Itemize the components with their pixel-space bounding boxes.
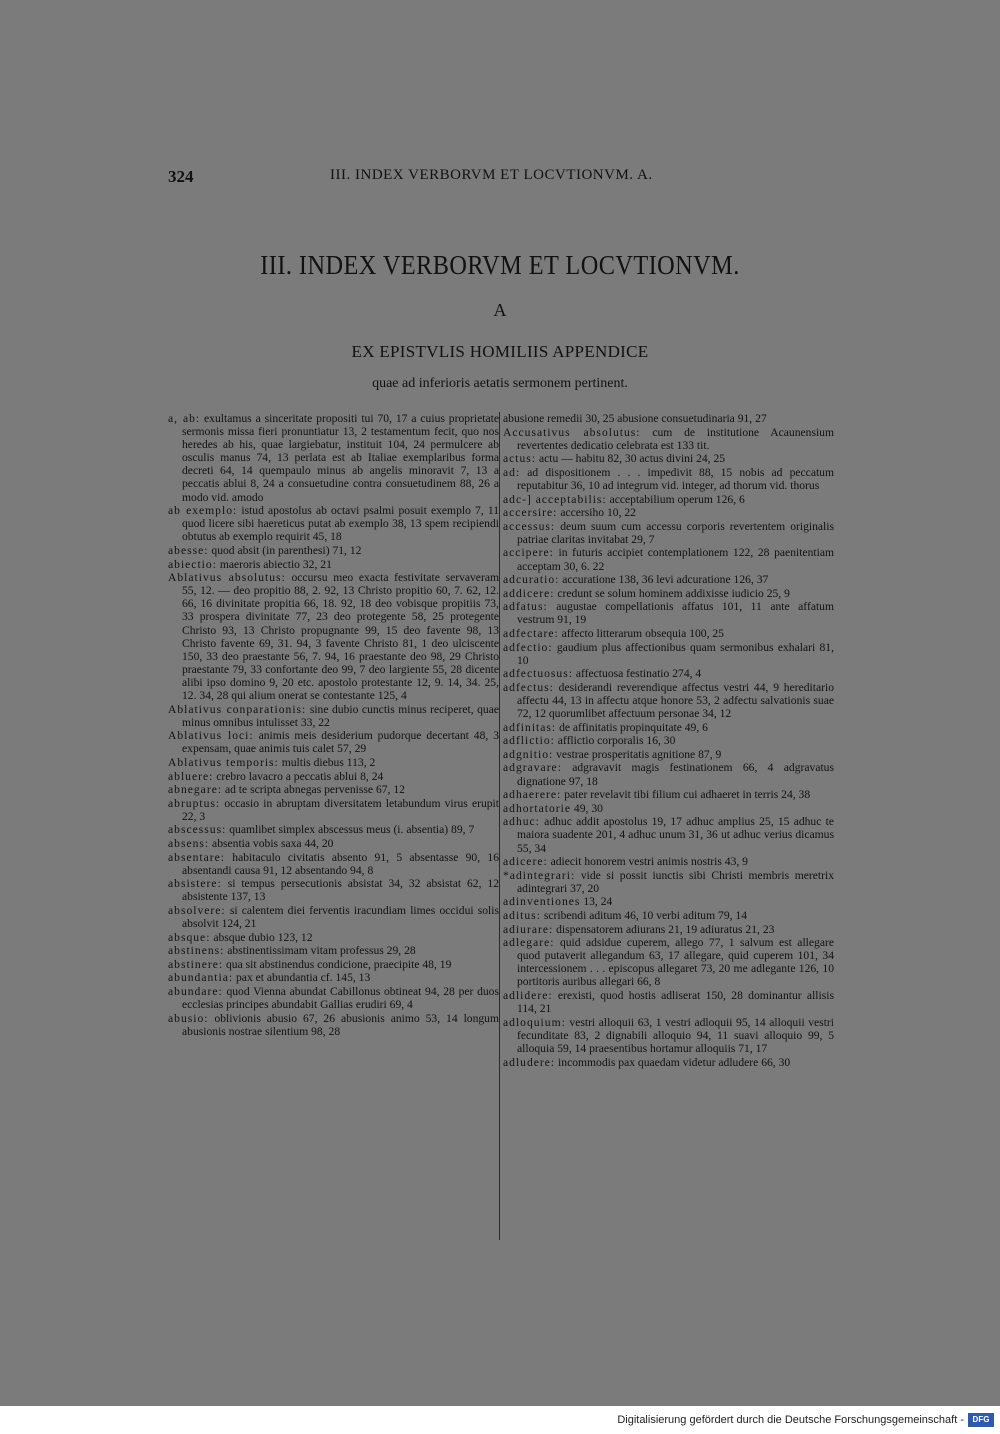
index-entry — [503, 895, 834, 908]
entry-lemma: addicere: — [503, 586, 555, 600]
index-column-left — [168, 412, 499, 1252]
index-entry — [168, 985, 499, 1011]
entry-lemma: adhaerere: — [503, 788, 562, 802]
entry-lemma: adcuratio: — [503, 573, 560, 587]
entry-text: afflictio corporalis 16, 30 — [557, 734, 676, 748]
entry-text: quod Vienna abundat Cabillonus obtineat 94, 28 per duos ecclesias principes abundabit Gallias erudiri 69, 4 — [182, 985, 499, 1012]
index-entry — [168, 877, 499, 903]
entry-lemma: abruptus: — [168, 796, 221, 810]
index-entry — [168, 571, 499, 702]
entry-lemma: abusio: — [168, 1011, 209, 1025]
entry-text: vestrae prosperitatis agnitione 87, 9 — [556, 747, 722, 761]
entry-text: in futuris accipiet contemplationem 122, 28 paenitentiam acceptam 30, 6. 22 — [517, 546, 834, 573]
entry-lemma: abesse: — [168, 543, 209, 557]
index-entry — [168, 797, 499, 823]
index-entry — [168, 412, 499, 504]
index-entry — [168, 703, 499, 729]
entry-lemma: abundare: — [168, 985, 223, 999]
index-column-right — [503, 412, 834, 1252]
index-entry — [168, 756, 499, 769]
entry-text: animis meis desiderium pudorque decertant 48, 3 expensam, quae animis tuis calet 57, 29 — [182, 729, 499, 756]
index-entry — [503, 815, 834, 854]
index-entry — [503, 426, 834, 452]
index-entry — [503, 573, 834, 586]
entry-text: abstinentissimam vitam professus 29, 28 — [227, 944, 416, 958]
index-entry — [503, 909, 834, 922]
page-title: III. INDEX VERBORVM ET LOCVTIONVM. — [260, 250, 740, 280]
index-entry — [503, 627, 834, 640]
running-head — [168, 167, 828, 189]
index-entry — [503, 600, 834, 626]
entry-text: gaudium plus affectionibus quam sermonibus exhalari 81, 10 — [517, 640, 834, 667]
digitization-footer — [0, 1406, 1000, 1434]
entry-lemma: adgnitio: — [503, 747, 554, 761]
entry-text: augustae compellationis affatus 101, 11 ante affatum vestrum 91, 19 — [517, 600, 834, 627]
entry-lemma: ab exemplo: — [168, 504, 238, 518]
entry-lemma: adc-] acceptabilis: — [503, 492, 607, 506]
entry-lemma: Accusativus absolutus: — [503, 425, 641, 439]
entry-text: oblivionis abusio 67, 26 abusionis animo 53, 14 longum abusionis nostrae silentium 98, 28 — [182, 1011, 499, 1038]
entry-text: desiderandi reverendique affectus vestri 44, 9 hereditario affectu 44, 13 in affectu atque honore 53, 2 adfectu salvationis suae 72, 12 quorumlibet affectuum personae 34, 12 — [517, 680, 834, 721]
entry-text: quod absit (in parenthesi) 71, 12 — [211, 543, 362, 557]
entry-lemma: abnegare: — [168, 783, 223, 797]
entry-text: de affinitatis propinquitate 49, 6 — [559, 720, 708, 734]
entry-lemma: Ablativus absolutus: — [168, 571, 286, 585]
index-entry — [168, 851, 499, 877]
index-entry — [503, 641, 834, 667]
entry-text: ad te scripta abnegas pervenisse 67, 12 — [224, 783, 405, 797]
entry-text: occursu meo exacta festivitate servaveram 55, 12. — deo propitio 88, 2. 92, 13 Christo propitio 60, 7. 62, 12. 66, 16 divinitate propitia 66, 18. 92, 18 deo vobisque propitiis 73, 33 prospera divinitate 77, 23 deo protegente 58, 25 protegente Christo 93, 13 Christo propugnante 99, 15 deo favente 98, 13 Christo favente 69, 31. 94, 3 favente Christo 81, 1 deo ulciscente 150, 33 deo praestante 56, 7. 94, 16 praestante deo 98, 29 Christo praestante 79, 33 confortante deo 99, 7 deo largiente 55, 28 dicente alibi ipso domino 9, 20 etc. apostolo protestante 12, 9. 14, 34. 25, 12. 34, 28 qui alium onerat se contestante 125, 4 — [182, 571, 499, 702]
index-entry — [503, 412, 834, 425]
entry-text: pater revelavit tibi filium cui adhaeret in terris 24, 38 — [564, 788, 811, 802]
index-entry — [503, 452, 834, 465]
footer-text: Digitalisierung gefördert durch die Deutsche Forschungsgemeinschaft - — [617, 1414, 964, 1426]
index-entry — [168, 904, 499, 930]
entry-lemma: abstinere: — [168, 957, 224, 971]
entry-lemma: abiectio: — [168, 557, 217, 571]
index-entry — [168, 770, 499, 783]
entry-text: vestri alloquii 63, 1 vestri adloquii 95, 14 alloquii vestri fecunditate 83, 2 dignabili alloquio 94, 11 suavi alloquio 99, 5 alloquia 59, 14 praesentibus hortamur alloquiis 71, 17 — [517, 1015, 834, 1055]
page-subtitle: A — [493, 300, 507, 320]
index-entry — [168, 931, 499, 944]
index-entry — [503, 1016, 834, 1055]
entry-text: qua sit abstinendus condicione, praecipite 48, 19 — [225, 957, 452, 971]
entry-text: 13, 24 — [583, 895, 613, 909]
index-entry — [503, 734, 834, 747]
index-entry — [168, 729, 499, 755]
entry-text: affectuosa festinatio 274, 4 — [575, 667, 702, 681]
entry-lemma: *adintegrari: — [503, 868, 576, 882]
entry-lemma: accipere: — [503, 546, 554, 560]
entry-text: vide si possit iunctis sibi Christi membris meretrix adintegrari 37, 20 — [517, 868, 834, 895]
index-entry — [503, 520, 834, 546]
entry-text: affecto litterarum obsequia 100, 25 — [561, 627, 724, 640]
index-entry — [168, 1012, 499, 1038]
entry-lemma: abundantia: — [168, 971, 234, 985]
entry-text: absque dubio 123, 12 — [213, 930, 313, 944]
entry-text: maeroris abiectio 32, 21 — [219, 557, 332, 571]
entry-text: occasio in abruptam diversitatem letabundum virus erupit 22, 3 — [182, 796, 499, 823]
entry-text: istud apostolus ab octavi psalmi posuit exemplo 7, 11 quod licere sibi haereticus putat ab exemplo 38, 13 spem recipiendi obtutus ab exemplo requirit 45, 18 — [182, 504, 499, 544]
column-divider — [499, 412, 500, 1240]
entry-text: si tempus persecutionis absistat 34, 32 absistat 62, 12 absistente 137, 13 — [182, 877, 499, 904]
entry-lemma: adloquium: — [503, 1015, 566, 1029]
entry-lemma: adhuc: — [503, 815, 540, 829]
index-entry — [503, 748, 834, 761]
entry-lemma: Ablativus loci: — [168, 729, 254, 743]
entry-lemma: absistere: — [168, 877, 222, 891]
index-entry — [168, 958, 499, 971]
entry-text: quid adsidue cuperem, allego 77, 1 salvum est allegare quod putaverit allegandum 63, 17 allegare, quid cuperem 101, 34 intercessionem . . . episcopus allegaret 73, 20 me adlegante 126, 10 portitoris auribus allegari 66, 8 — [517, 936, 834, 989]
index-entry — [168, 944, 499, 957]
entry-lemma: accessus: — [503, 519, 556, 533]
entry-lemma: adicere: — [503, 855, 548, 869]
entry-lemma: absens: — [168, 837, 210, 850]
index-entry — [168, 823, 499, 836]
entry-text: ad dispositionem . . . impedivit 88, 15 nobis ad peccatum reputabitur 36, 10 ad integrum vid. integer, ad thorum vid. thorus — [517, 465, 834, 492]
entry-text: multis diebus 113, 2 — [281, 755, 376, 769]
entry-text: credunt se solum hominem addixisse iudicio 25, 9 — [557, 586, 790, 600]
index-entry — [503, 466, 834, 492]
entry-text: sine dubio cunctis minus reciperet, quae minus omnibus intulisset 33, 22 — [182, 702, 499, 729]
index-entry — [503, 869, 834, 895]
entry-text: incommodis pax quaedam videtur adludere 66, 30 — [558, 1055, 791, 1069]
index-entry — [503, 546, 834, 572]
entry-text: scribendi aditum 46, 10 verbi aditum 79, 14 — [543, 908, 748, 922]
entry-text: abusione remedii 30, 25 abusione consuetudinaria 91, 27 — [503, 412, 767, 425]
entry-text: adiecit honorem vestri animis nostris 43, 9 — [550, 855, 748, 869]
index-entry — [503, 989, 834, 1015]
entry-text: accuratione 138, 36 levi adcuratione 126, 37 — [562, 573, 769, 587]
index-entry — [503, 493, 834, 506]
entry-lemma: adfectus: — [503, 680, 554, 694]
entry-lemma: ad: — [503, 465, 521, 479]
entry-lemma: a, ab: — [168, 412, 201, 425]
entry-text: si calentem diei ferventis iracundiam limes occidui solis absolvit 124, 21 — [182, 903, 499, 931]
entry-text: erexisti, quod hostis adliserat 150, 28 dominantur allisis 114, 21 — [517, 989, 834, 1016]
entry-lemma: adfectare: — [503, 627, 559, 640]
entry-lemma: adhortatorie — [503, 801, 572, 815]
entry-text: 49, 30 — [573, 801, 603, 815]
entry-text: crebro lavacro a peccatis ablui 8, 24 — [216, 769, 384, 783]
index-entry — [503, 761, 834, 787]
entry-lemma: Ablativus conparationis: — [168, 702, 307, 716]
entry-text: adhuc addit apostolus 19, 17 adhuc amplius 25, 15 adhuc te maiora suadente 201, 4 adhuc unum 31, 36 ut adhuc verius dicamus 55, 34 — [517, 815, 834, 855]
entry-lemma: accersire: — [503, 506, 558, 520]
index-entry — [503, 587, 834, 600]
entry-lemma: adfatus: — [503, 600, 548, 614]
index-entry — [168, 558, 499, 571]
entry-text: exultamus a sinceritate propositi tui 70, 17 a cuius proprietate sermonis missa fieri pronuntiatur 13, 2 testamentum fecit, quo nos heredes ab his, quae largiebatur, instituit 104, 24 permulcere ab osculis manus 74, 13 perlata est ab Italiae exemplaribus forma decreti 64, 14 quempaulo minus ab angelis minoravit 7, 13 a peccatis ablui 8, 24 a consuetudine contra consuetudinem 88, 26 a modo vid. amodo — [182, 412, 499, 504]
entry-text: acceptabilium operum 126, 6 — [609, 492, 745, 506]
entry-lemma: aditus: — [503, 908, 541, 922]
entry-text: deum suum cum accessu corporis revertentem originalis patriae claritas invitabat 29, 7 — [517, 519, 834, 546]
entry-lemma: adinventiones — [503, 895, 581, 909]
entry-text: habitaculo civitatis absento 91, 5 absentasse 90, 16 absentandi causa 91, 12 absentando 94, 8 — [182, 850, 499, 877]
index-entry — [503, 681, 834, 720]
index-entry — [503, 855, 834, 868]
entry-text: adgravavit magis festinationem 66, 4 adgravatus dignatione 97, 18 — [517, 761, 834, 788]
entry-lemma: adflictio: — [503, 734, 555, 748]
intro-line: quae ad inferioris aetatis sermonem pertinent. — [372, 376, 628, 391]
entry-text: absentia vobis saxa 44, 20 — [212, 837, 334, 850]
entry-lemma: adgravare: — [503, 761, 562, 775]
index-entry — [503, 936, 834, 988]
entry-text: actu — habitu 82, 30 actus divini 24, 25 — [538, 452, 726, 466]
entry-text: cum de institutione Acaunensium revertentes dedicatio celebrata est 133 tit. — [517, 425, 834, 452]
index-entry — [503, 788, 834, 801]
entry-lemma: absentare: — [168, 850, 225, 864]
entry-lemma: abstinens: — [168, 944, 225, 958]
entry-lemma: adiurare: — [503, 922, 554, 936]
index-entry — [168, 971, 499, 984]
index-entry — [503, 802, 834, 815]
index-entry — [168, 544, 499, 557]
dfg-logo: DFG — [968, 1413, 994, 1427]
entry-text: pax et abundantia cf. 145, 13 — [236, 971, 371, 985]
entry-lemma: abscessus: — [168, 823, 227, 837]
entry-lemma: actus: — [503, 452, 537, 466]
entry-lemma: adlidere: — [503, 989, 553, 1003]
index-entry — [168, 783, 499, 796]
entry-lemma: adfectio: — [503, 640, 553, 654]
entry-text: dispensatorem adiurans 21, 19 adiuratus 21, 23 — [556, 922, 775, 936]
section-heading: EX EPISTVLIS HOMILIIS APPENDICE — [351, 342, 649, 361]
entry-lemma: adludere: — [503, 1055, 556, 1069]
index-entry — [503, 506, 834, 519]
entry-lemma: absque: — [168, 930, 211, 944]
running-title: III. INDEX VERBORVM ET LOCVTIONVM. A. — [330, 167, 653, 183]
entry-text: quamlibet simplex abscessus meus (i. absentia) 89, 7 — [229, 823, 475, 837]
entry-lemma: abluere: — [168, 769, 214, 783]
entry-lemma: adfectuosus: — [503, 667, 573, 681]
page-number: 324 — [168, 167, 194, 186]
index-entry — [168, 837, 499, 850]
entry-lemma: Ablativus temporis: — [168, 755, 279, 769]
index-entry — [503, 721, 834, 734]
index-entry — [503, 923, 834, 936]
entry-lemma: adfinitas: — [503, 720, 557, 734]
index-entry — [168, 504, 499, 543]
entry-lemma: adlegare: — [503, 936, 555, 950]
index-entry — [503, 1056, 834, 1069]
index-entry — [503, 667, 834, 680]
entry-text: accersiho 10, 22 — [560, 506, 636, 520]
entry-lemma: absolvere: — [168, 903, 226, 917]
